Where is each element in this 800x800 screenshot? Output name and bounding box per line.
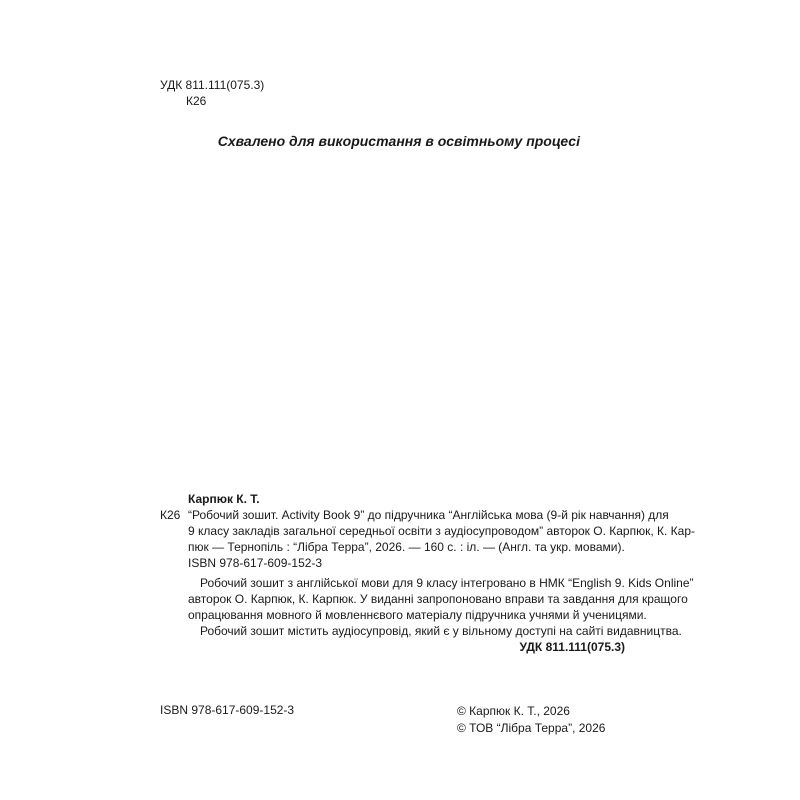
annotation-line: Робочий зошит з англійської мови для 9 класу інтегровано в НМК “English 9. Kids Online”	[200, 576, 694, 590]
catalog-author: Карпюк К. Т.	[188, 492, 260, 506]
annotation-udk: УДК 811.111(075.3)	[519, 640, 625, 654]
annotation	[188, 575, 694, 655]
catalog-index: К26	[160, 508, 181, 522]
catalog-record	[160, 491, 695, 655]
catalog-description-line: 9 класу закладів загальної середньої освіти з аудіосупроводом” авторок О. Карпюк, К. Кар-	[188, 524, 695, 538]
catalog-description-line: “Робочий зошит. Activity Book 9” до підручника “Англійська мова (9-й рік навчання) для	[188, 508, 669, 522]
udk-header	[160, 77, 264, 109]
copyright-author: © Карпюк К. Т., 2026	[457, 704, 570, 718]
approval-note: Схвалено для використання в освітньому процесі	[217, 133, 580, 149]
copyright-publisher: © ТОВ “Лібра Терра”, 2026	[457, 721, 606, 735]
author-index: К26	[186, 94, 207, 108]
catalog-isbn: ISBN 978-617-609-152-3	[188, 556, 323, 570]
annotation-line: авторок О. Карпюк, К. Карпюк. У виданні запропоновано вправи та завдання для кращого	[188, 592, 688, 606]
copyright-block	[457, 703, 605, 737]
catalog-body	[188, 491, 695, 655]
catalog-description-line: пюк — Тернопіль : “Лібра Терра”, 2026. — 160 с. : іл. — (Англ. та укр. мовами).	[188, 540, 625, 554]
footer-isbn: ISBN 978-617-609-152-3	[160, 703, 295, 717]
udk-code: УДК 811.111(075.3)	[160, 78, 265, 92]
annotation-line: опрацювання мовного й мовленнєвого матеріалу підручника учнями й ученицями.	[188, 608, 647, 622]
annotation-line: Робочий зошит містить аудіосупровід, який є у вільному доступі на сайті видавництва.	[200, 624, 682, 638]
